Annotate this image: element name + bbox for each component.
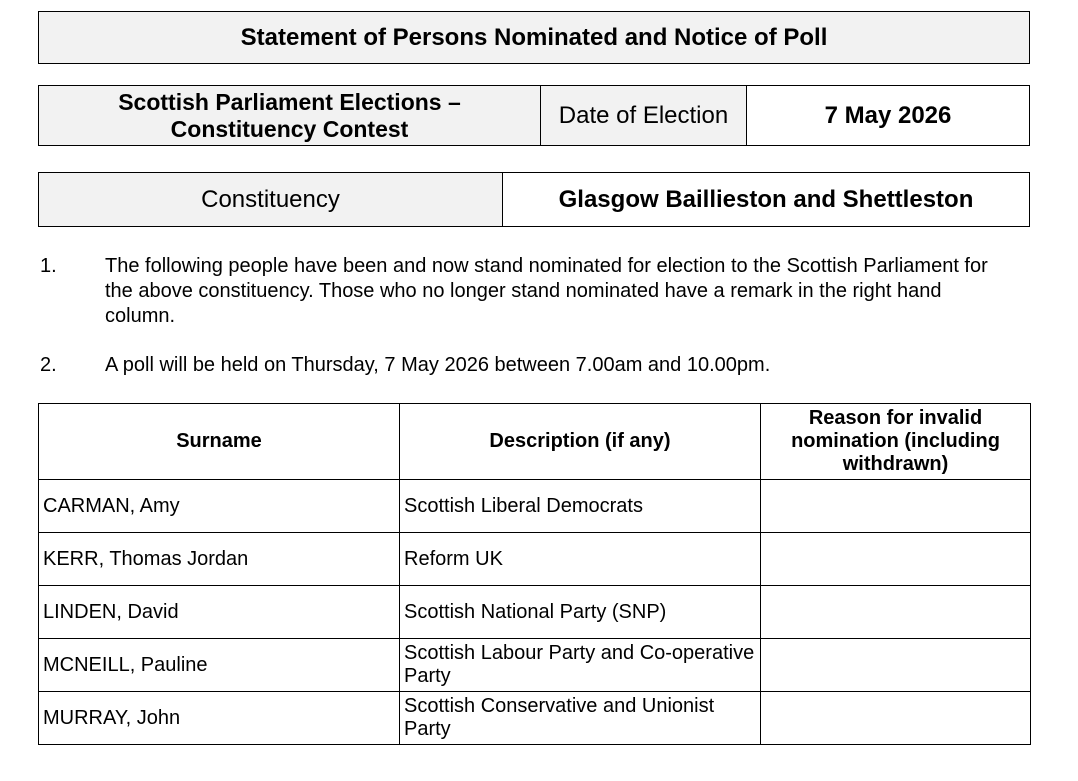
cell-surname: LINDEN, David	[39, 586, 400, 639]
constituency-label	[39, 173, 503, 226]
paragraph-text: The following people have been and now stand nominated for election to the Scottish Parliament for the above constituency. Those who no longer stand nominated have a remark in the right hand column.	[105, 255, 988, 327]
cell-reason	[761, 480, 1031, 533]
cell-description: Reform UK	[400, 533, 761, 586]
election-type-line-1: Scottish Parliament Elections –	[118, 88, 461, 115]
cell-surname: CARMAN, Amy	[39, 480, 400, 533]
cell-reason	[761, 692, 1031, 745]
cell-surname: MURRAY, John	[39, 692, 400, 745]
election-date-value	[747, 86, 1029, 145]
election-date-label-text: Date of Election	[558, 101, 729, 129]
candidates-table	[38, 403, 1031, 745]
table-header-row	[39, 404, 1031, 480]
cell-reason	[761, 533, 1031, 586]
cell-reason	[761, 639, 1031, 692]
cell-description: Scottish Labour Party and Co-operative Party	[400, 639, 761, 692]
constituency-info	[38, 172, 1030, 227]
constituency-value	[503, 173, 1029, 226]
cell-description: Scottish National Party (SNP)	[400, 586, 761, 639]
table-row	[39, 480, 1031, 533]
election-type-line-2: Constituency Contest	[170, 115, 409, 142]
cell-surname: KERR, Thomas Jordan	[39, 533, 400, 586]
table-row	[39, 692, 1031, 745]
cell-reason	[761, 586, 1031, 639]
header-reason: Reason for invalid nomination (including withdrawn)	[761, 404, 1031, 480]
election-type	[39, 86, 541, 145]
constituency-value-text: Glasgow Baillieston and Shettleston	[558, 185, 974, 213]
header-description: Description (if any)	[400, 404, 761, 480]
election-date-value-text: 7 May 2026	[824, 101, 952, 129]
document-title-text: Statement of Persons Nominated and Notice of Poll	[240, 23, 828, 51]
cell-surname: MCNEILL, Pauline	[39, 639, 400, 692]
paragraph-2	[40, 353, 1015, 379]
election-info	[38, 85, 1030, 146]
cell-description: Scottish Liberal Democrats	[400, 480, 761, 533]
header-surname: Surname	[39, 404, 400, 480]
table-row	[39, 639, 1031, 692]
election-date-label	[541, 86, 747, 145]
table-row	[39, 586, 1031, 639]
paragraph-number: 1.	[40, 255, 57, 277]
document-title	[38, 11, 1030, 64]
cell-description: Scottish Conservative and Unionist Party	[400, 692, 761, 745]
constituency-label-text: Constituency	[201, 185, 340, 213]
paragraph-number: 2.	[40, 354, 57, 376]
paragraph-1	[40, 254, 1015, 330]
table-row	[39, 533, 1031, 586]
paragraph-text: A poll will be held on Thursday, 7 May 2026 between 7.00am and 10.00pm.	[105, 354, 771, 376]
